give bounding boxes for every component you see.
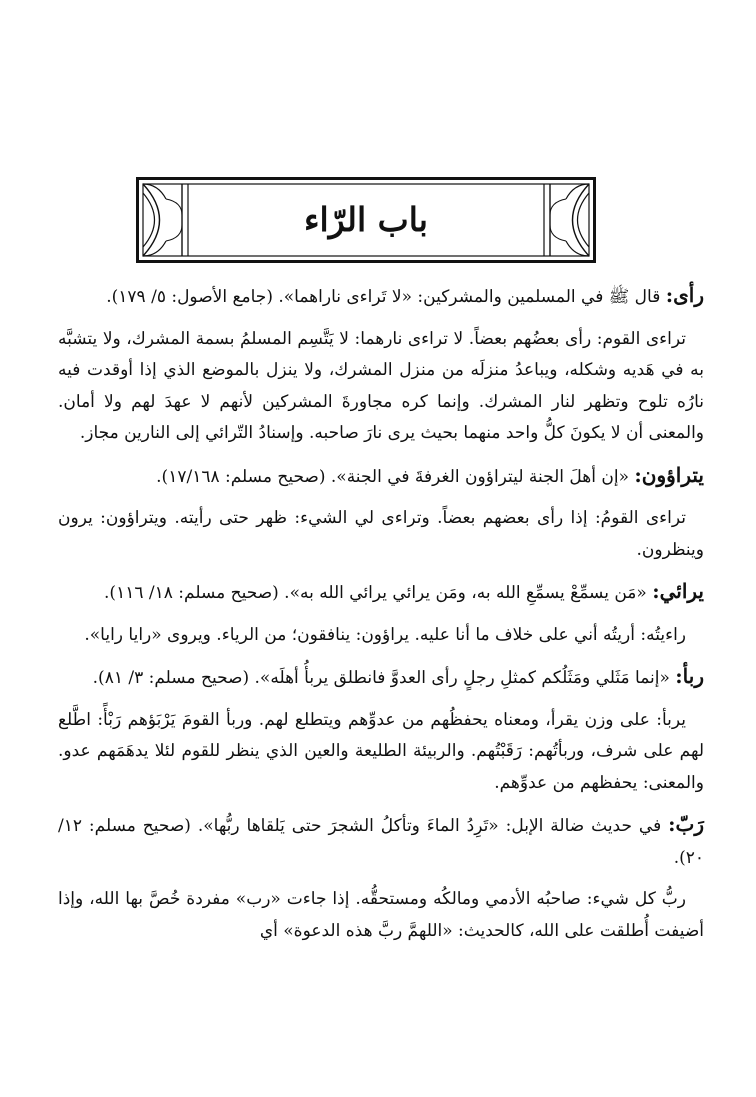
dictionary-content bbox=[58, 280, 704, 957]
entry-headword: رَبّ: bbox=[668, 812, 704, 836]
entry-raba bbox=[58, 661, 704, 695]
entry-raa bbox=[58, 280, 704, 314]
entry-headword: يتراؤون: bbox=[634, 462, 704, 487]
chapter-title-frame bbox=[136, 177, 596, 263]
entry-yataraaun bbox=[58, 460, 704, 494]
entry-explanation: ربُّ كل شيء: صاحبُه الأدمي ومالكُه ومستحقُّه. إذا جاءت «رب» مفردة خُصَّ بها الله، وإذا أضيفت أُطلقت على الله، كالحديث: «اللهمَّ ربَّ هذه الدعوة» أي bbox=[58, 889, 704, 941]
entry-explanation: يربأ: على وزن يقرأ، ومعناه يحفظُهم من عدوِّهم ويتطلع لهم. وربأ القومَ يَرْبَؤهم رَبْأً: اطَّلع لهم على شرف، وربأتُهم: رَقَبْتُهم. والربيئة الطليعة والعين الذي ينظر للقوم لئلا يدهَمَهم عدو. والمعنى: يحفظهم من عدوِّهم. bbox=[58, 709, 704, 793]
entry-headword: يرائي: bbox=[652, 579, 704, 603]
chapter-title: باب الرّاء bbox=[304, 200, 428, 239]
entry-citation: قال ﷺ في المسلمين والمشركين: «لا تَراءى ناراهما». (جامع الأصول: ٥/ ١٧٩). bbox=[106, 287, 661, 307]
entry-yuraai bbox=[58, 576, 704, 610]
entry-explanation: تراءى القومُ: إذا رأى بعضهم بعضاً. وتراءى لي الشيء: ظهر حتى رأيته. ويتراؤون: يرون وينظرون. bbox=[58, 508, 704, 560]
entry-explanation: تراءى القوم: رأى بعضُهم بعضاً. لا تراءى نارهما: لا يَتَّسِم المسلمُ بسمة المشرك، ولا يتشبَّه به في هَديه وشكله، ويباعدُ منزلَه من منزل المشرك، ولا ينزل بالموضع الذي إذا أوقدت فيه نارُه تلوح وتظهر لنار المشرك. وإنما كره مجاورةَ المشركين لأنهم لا عهدَ لهم ولا أمان. والمعنى أن لا يكونَ كلُّ واحد منهما بحيث يرى نارَ صاحبه. وإسنادُ التّرائي إلى النارين مجاز. bbox=[58, 328, 705, 443]
entry-rabb bbox=[58, 809, 704, 874]
entry-citation: «إن أهلَ الجنة ليتراؤون الغرفةَ في الجنة». (صحيح مسلم: ١٧/١٦٨). bbox=[156, 466, 629, 487]
entry-citation: في حديث ضالة الإبل: «تَرِدُ الماءَ وتأكلُ الشجرَ حتى يَلقاها ربُّها». (صحيح مسلم: ١٢/ ٢٠). bbox=[58, 816, 704, 868]
entry-headword: رأى: bbox=[665, 283, 704, 307]
entry-headword: ربأ: bbox=[675, 664, 704, 688]
entry-citation: «مَن يسمِّعْ يسمِّعِ الله به، ومَن يرائي يرائي الله به». (صحيح مسلم: ١٨/ ١١٦). bbox=[104, 583, 647, 603]
entry-explanation: راءيتُه: أريتُه أني على خلاف ما أنا عليه. يراؤون: ينافقون؛ من الرياء. ويروى «رايا رايا». bbox=[84, 624, 686, 645]
entry-citation: «إنما مَثَلي ومَثَلُكم كمثلِ رجلٍ رأى العدوَّ فانطلق يربأُ أهلَه». (صحيح مسلم: ٣/ ٨١). bbox=[92, 668, 670, 688]
